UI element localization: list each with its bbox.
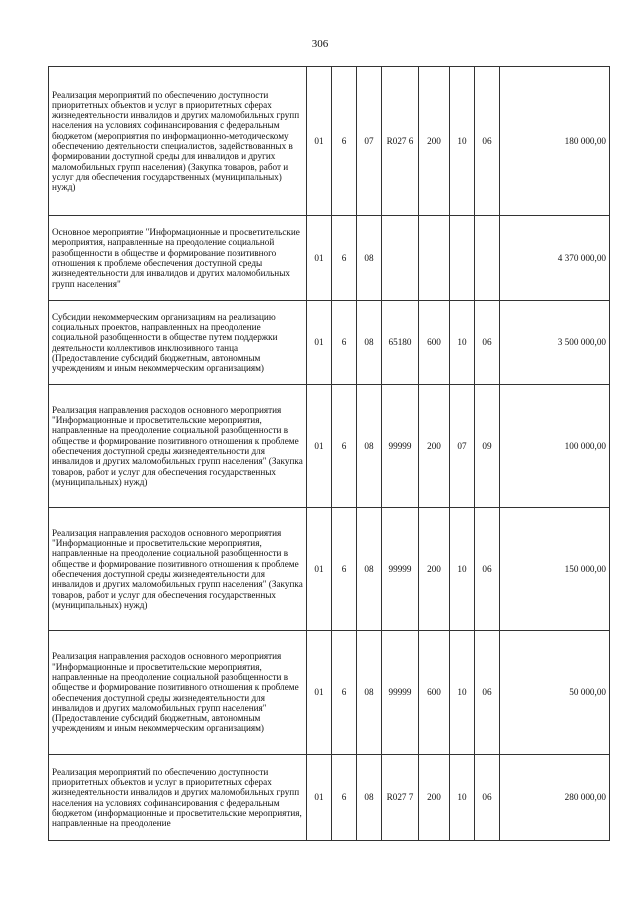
code-section [450, 216, 475, 301]
row-amount: 4 370 000,00 [500, 216, 610, 301]
code-subprogram: 6 [332, 301, 357, 385]
row-amount: 3 500 000,00 [500, 301, 610, 385]
code-program: 01 [307, 631, 332, 755]
row-amount: 150 000,00 [500, 508, 610, 631]
row-name: Реализация направления расходов основного мероприятия "Информационные и просветительские мероприятия, направленные на преодоление социальной разобщенности в обществе и формирование позитивного отношения к проблеме обеспечения доступной среды жизнедеятельности для инвалидов и других маломобильных групп населения" (Предоставление субсидий бюджетным, автономным учреждениям и иным некоммерческим организациям) [49, 631, 307, 755]
code-expense-type: 200 [419, 508, 450, 631]
code-subprogram: 6 [332, 216, 357, 301]
code-expense-type: 200 [419, 755, 450, 841]
code-program: 01 [307, 301, 332, 385]
code-subsection: 06 [475, 67, 500, 216]
row-name: Реализация мероприятий по обеспечению доступности приоритетных объектов и услуг в приоритетных сферах жизнедеятельности инвалидов и других маломобильных групп населения на условиях софинансирования с федеральным бюджетом (информационные и просветительские мероприятия, направленные на преодоление [49, 755, 307, 841]
code-subsection: 06 [475, 631, 500, 755]
row-name: Субсидии некоммерческим организациям на реализацию социальных проектов, направленных на преодоление социальной разобщенности в обществе путем поддержки деятельности коллективов инклюзивного танца (Предоставление субсидий бюджетным, автономным учреждениям и иным некоммерческим организациям) [49, 301, 307, 385]
code-section: 10 [450, 301, 475, 385]
code-program: 01 [307, 755, 332, 841]
code-expense-type [419, 216, 450, 301]
table-row [49, 508, 610, 631]
code-subsection: 06 [475, 755, 500, 841]
code-subsection: 06 [475, 301, 500, 385]
row-amount: 100 000,00 [500, 385, 610, 508]
row-name: Реализация направления расходов основного мероприятия "Информационные и просветительские мероприятия, направленные на преодоление социальной разобщенности в обществе и формирование позитивного отношения к проблеме обеспечения доступной среды жизнедеятельности для инвалидов и других маломобильных групп населения" (Закупка товаров, работ и услуг для обеспечения государственных (муниципальных) нужд) [49, 508, 307, 631]
code-expense-direction [382, 216, 419, 301]
budget-table [48, 66, 610, 841]
code-event: 08 [357, 508, 382, 631]
code-subprogram: 6 [332, 508, 357, 631]
code-expense-direction: 99999 [382, 385, 419, 508]
code-event: 08 [357, 301, 382, 385]
row-name: Реализация мероприятий по обеспечению доступности приоритетных объектов и услуг в приоритетных сферах жизнедеятельности инвалидов и других маломобильных групп населения на условиях софинансирования с федеральным бюджетом (мероприятия по информационно-методическому обеспечению деятельности специалистов, задействованных в формировании доступной среды для инвалидов и других маломобильных групп населения) (Закупка товаров, работ и услуг для обеспечения государственных (муниципальных) нужд) [49, 67, 307, 216]
code-expense-type: 600 [419, 631, 450, 755]
table-row [49, 755, 610, 841]
code-program: 01 [307, 385, 332, 508]
code-expense-direction: R027 7 [382, 755, 419, 841]
row-name: Реализация направления расходов основного мероприятия "Информационные и просветительские мероприятия, направленные на преодоление социальной разобщенности в обществе и формирование позитивного отношения к проблеме обеспечения доступной среды жизнедеятельности для инвалидов и других маломобильных групп населения" (Закупка товаров, работ и услуг для обеспечения государственных (муниципальных) нужд) [49, 385, 307, 508]
code-subprogram: 6 [332, 755, 357, 841]
code-event: 07 [357, 67, 382, 216]
table-row [49, 301, 610, 385]
code-expense-type: 200 [419, 385, 450, 508]
row-amount: 180 000,00 [500, 67, 610, 216]
table-row [49, 385, 610, 508]
code-expense-type: 600 [419, 301, 450, 385]
code-subprogram: 6 [332, 631, 357, 755]
code-section: 10 [450, 755, 475, 841]
code-expense-direction: 99999 [382, 631, 419, 755]
code-expense-direction: 99999 [382, 508, 419, 631]
table-row [49, 216, 610, 301]
code-section: 07 [450, 385, 475, 508]
code-expense-type: 200 [419, 67, 450, 216]
code-subprogram: 6 [332, 385, 357, 508]
row-amount: 280 000,00 [500, 755, 610, 841]
code-subsection: 09 [475, 385, 500, 508]
row-amount: 50 000,00 [500, 631, 610, 755]
code-program: 01 [307, 216, 332, 301]
code-event: 08 [357, 216, 382, 301]
code-section: 10 [450, 67, 475, 216]
code-section: 10 [450, 508, 475, 631]
table-row [49, 67, 610, 216]
code-event: 08 [357, 631, 382, 755]
row-name: Основное мероприятие "Информационные и просветительские мероприятия, направленные на преодоление социальной разобщенности в обществе и формирование позитивного отношения к проблеме обеспечения доступной среды жизнедеятельности для инвалидов и других маломобильных групп населения" [49, 216, 307, 301]
code-subprogram: 6 [332, 67, 357, 216]
code-subsection [475, 216, 500, 301]
table-row [49, 631, 610, 755]
code-event: 08 [357, 755, 382, 841]
code-event: 08 [357, 385, 382, 508]
code-program: 01 [307, 67, 332, 216]
code-subsection: 06 [475, 508, 500, 631]
code-section: 10 [450, 631, 475, 755]
code-expense-direction: 65180 [382, 301, 419, 385]
page-number: 306 [311, 38, 329, 50]
code-expense-direction: R027 6 [382, 67, 419, 216]
code-program: 01 [307, 508, 332, 631]
